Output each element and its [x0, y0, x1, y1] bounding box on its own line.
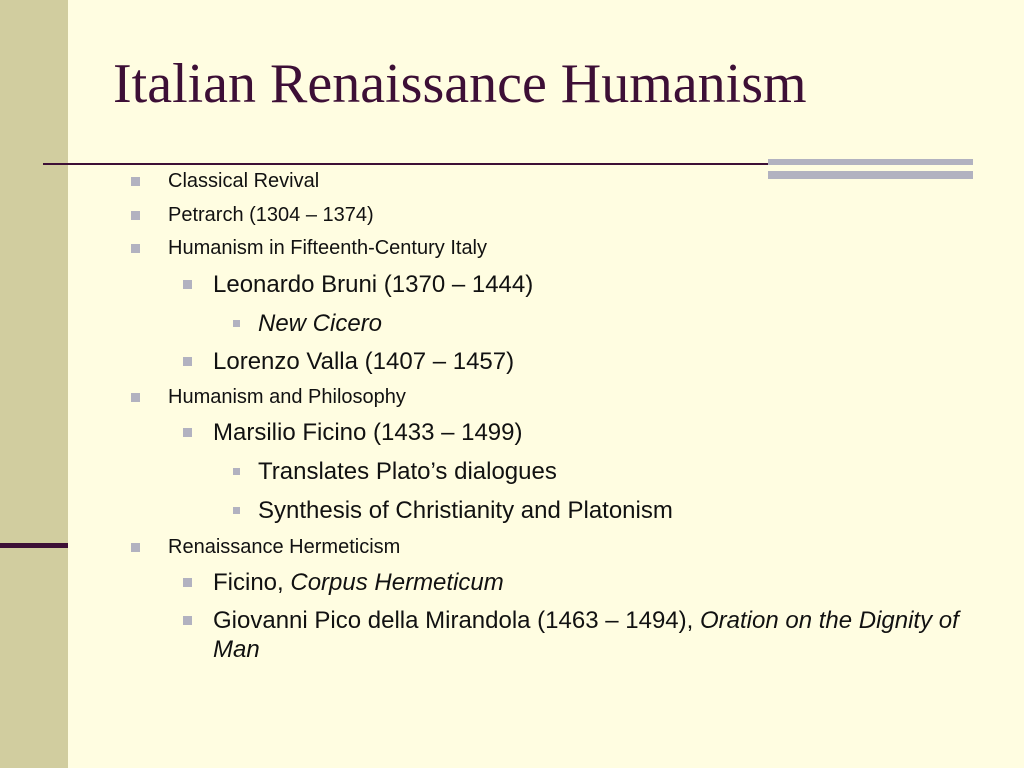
square-bullet-icon: [131, 211, 140, 220]
slide-title: Italian Renaissance Humanism: [113, 53, 807, 115]
sub-bullet-item-pico-della-mirandola: [213, 606, 978, 664]
bullet-text: Giovanni Pico della Mirandola (1463 – 1494),: [213, 607, 700, 634]
sub-sub-bullet-item-translates-plato: [258, 457, 557, 486]
bullet-text: Humanism and Philosophy: [168, 386, 406, 408]
bullet-text: Synthesis of Christianity and Platonism: [258, 497, 673, 524]
square-bullet-icon: [131, 543, 140, 552]
bullet-text: Marsilio Ficino (1433 – 1499): [213, 419, 523, 446]
bullet-emphasis-text: Oration on the Dignity of Man: [213, 607, 959, 663]
bullet-text: Humanism in Fifteenth-Century Italy: [168, 237, 488, 259]
bullet-item-humanism-fifteenth-century: [168, 236, 487, 260]
sub-sub-bullet-item-new-cicero: [258, 309, 382, 338]
bullet-item-classical-revival: [168, 169, 319, 193]
square-bullet-icon: [131, 393, 140, 402]
bullet-text: Translates Plato’s dialogues: [258, 458, 557, 485]
bullet-item-renaissance-hermeticism: [168, 535, 400, 559]
square-bullet-icon: [233, 507, 240, 514]
sub-bullet-item-ficino-corpus: [213, 568, 504, 597]
bullet-emphasis-text: Corpus Hermeticum: [290, 569, 504, 596]
divider-accent-bar-bottom: [768, 171, 973, 179]
bullet-item-humanism-philosophy: [168, 385, 406, 409]
square-bullet-icon: [233, 468, 240, 475]
bullet-text: Ficino,: [213, 569, 291, 596]
sub-sub-bullet-item-synthesis: [258, 496, 673, 525]
bullet-text: New Cicero: [258, 310, 383, 337]
bullet-text: Classical Revival: [168, 170, 320, 192]
square-bullet-icon: [131, 177, 140, 186]
square-bullet-icon: [131, 244, 140, 253]
square-bullet-icon: [183, 578, 192, 587]
bullet-item-petrarch: [168, 203, 374, 227]
square-bullet-icon: [183, 616, 192, 625]
bullet-text: Petrarch (1304 – 1374): [168, 204, 374, 226]
bullet-text: Renaissance Hermeticism: [168, 536, 401, 558]
sub-bullet-item-marsilio-ficino: [213, 418, 522, 447]
title-divider-line: [43, 163, 807, 165]
sub-bullet-item-leonardo-bruni: [213, 270, 533, 299]
square-bullet-icon: [183, 280, 192, 289]
square-bullet-icon: [183, 357, 192, 366]
square-bullet-icon: [183, 428, 192, 437]
left-decorative-band: [0, 0, 68, 768]
sub-bullet-item-lorenzo-valla: [213, 347, 514, 376]
divider-accent-bar-top: [768, 159, 973, 165]
square-bullet-icon: [233, 320, 240, 327]
bullet-text: Lorenzo Valla (1407 – 1457): [213, 348, 515, 375]
bullet-text: Leonardo Bruni (1370 – 1444): [213, 271, 534, 298]
left-band-accent-line: [0, 543, 68, 548]
